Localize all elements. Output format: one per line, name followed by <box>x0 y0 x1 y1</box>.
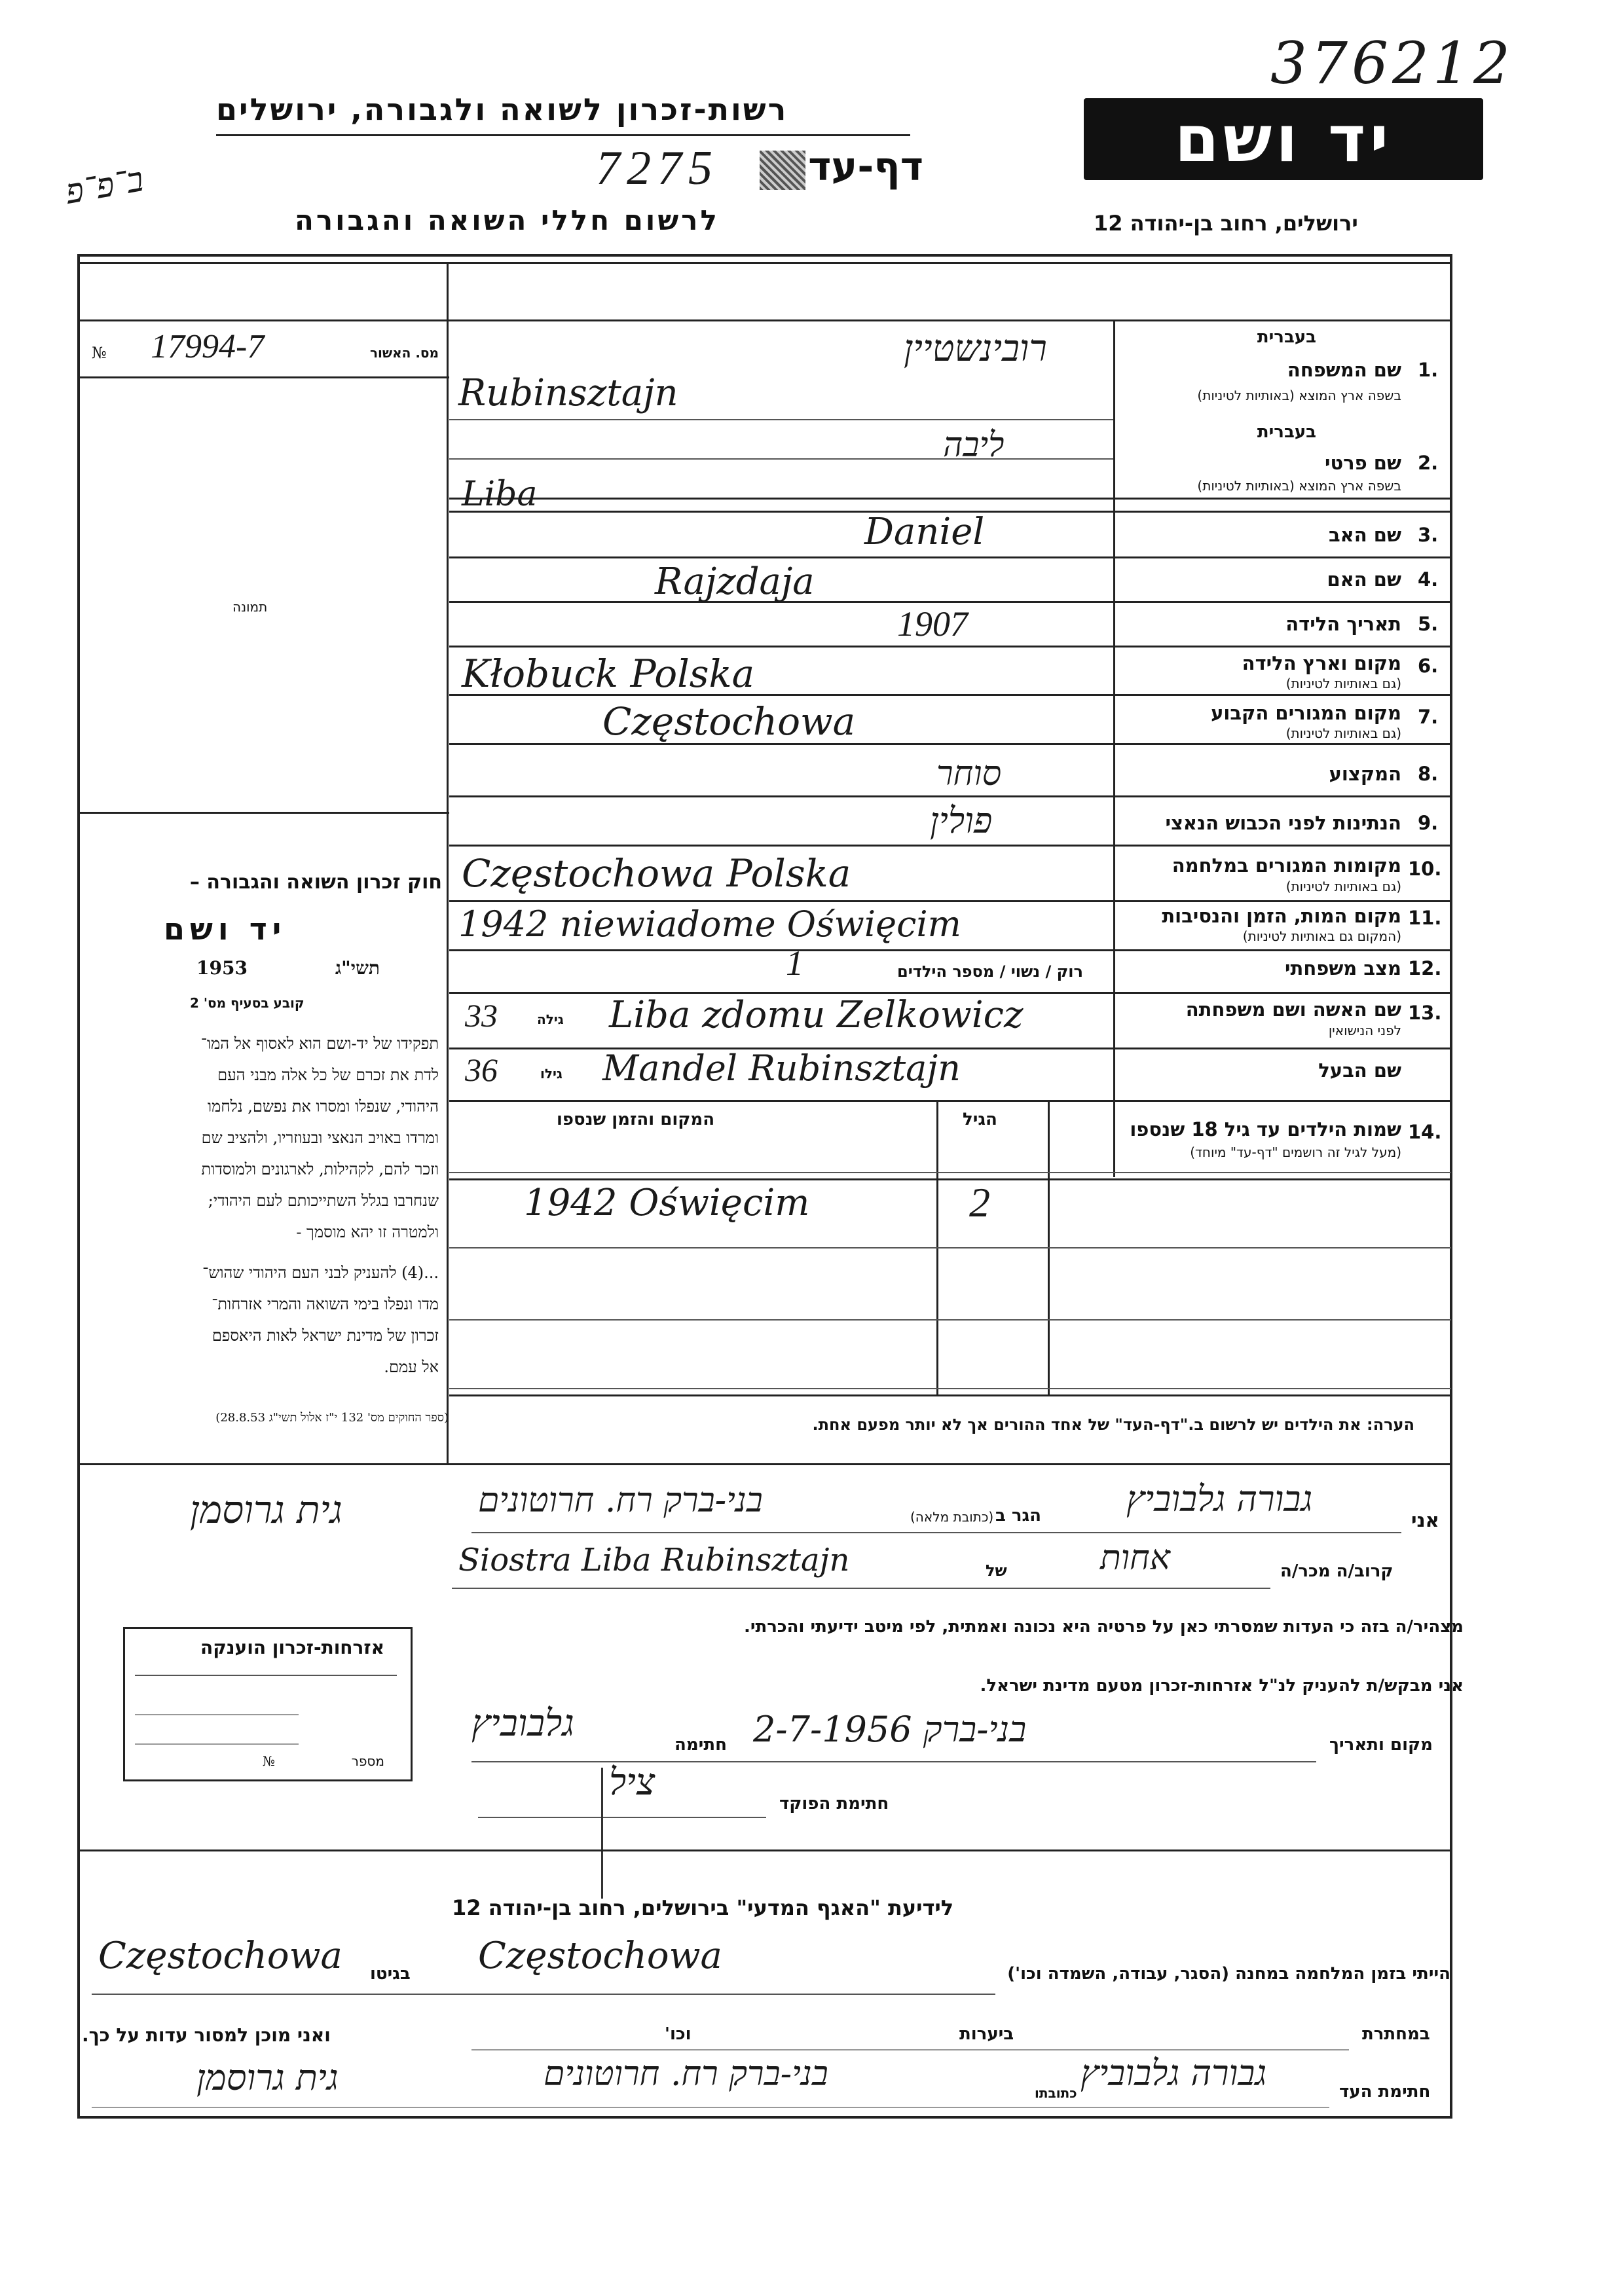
row-line <box>449 601 1451 603</box>
row-line <box>449 795 1451 797</box>
witness-address-hint: (כתובת מלאה) <box>910 1509 994 1525</box>
law-line: לדת את זכרם של כל אלה מבני העם <box>217 1066 439 1084</box>
info-ghetto-value: Częstochowa <box>98 1935 342 1977</box>
officer-stroke <box>601 1768 603 1899</box>
law-line: שנחרבו בגלל השתייכותם לעם היהודי; <box>208 1192 439 1210</box>
info-sig-right: גית גרוסמן <box>196 2057 339 2098</box>
husband-age: 36 <box>465 1051 498 1088</box>
field-10-number: 10. <box>1408 858 1442 880</box>
witness-underline <box>471 1532 1401 1533</box>
field-3-value: Daniel <box>864 511 985 553</box>
approval-row <box>92 328 439 370</box>
field-11-number: 11. <box>1408 907 1442 929</box>
field-13-label: שם האשה ושם משפחתה <box>1185 998 1401 1021</box>
field-7-sub: (גם באותיות לטיניות) <box>1285 725 1401 741</box>
law-year-label: תשי"ג <box>335 957 380 979</box>
doc-number-box <box>544 141 923 196</box>
law-year: 1953 <box>196 957 248 979</box>
law-title: חוק זכרון השואה והגבורה – <box>189 871 442 894</box>
husband-age-label: גילו <box>540 1066 563 1082</box>
field-1-number: 1. <box>1418 359 1439 381</box>
field-2-number: 2. <box>1418 452 1439 474</box>
row-line <box>449 1178 1451 1180</box>
info-ghetto-label: בגיטו <box>370 1964 411 1984</box>
field-6-number: 6. <box>1418 655 1439 677</box>
org-line: רשות-זכרון לשואה ולגבורה, ירושלים <box>216 92 788 127</box>
field-1-value: Rubinsztajn <box>458 372 678 414</box>
approval-row-line <box>77 376 449 378</box>
field-14-number: 14. <box>1408 1121 1442 1143</box>
field-13-sub: לפני הנישואין <box>1328 1023 1401 1038</box>
field-14-label: שמות הילדים עד גיל 18 שנספו <box>1130 1118 1401 1140</box>
approval-no-sign: № <box>92 344 107 362</box>
signature-label: חתימה <box>674 1735 727 1755</box>
address-line: ירושלים, רחוב בן-יהודה 12 <box>1094 211 1358 236</box>
children-row-line <box>449 1172 1451 1173</box>
row-line <box>449 458 1113 460</box>
law-clause-4: ...(4) להעניק לבני העם היהודי שהוש־ <box>202 1264 439 1282</box>
witness-relation-label: קרוב/ה מכר/ה <box>1280 1561 1393 1581</box>
field-3-number: 3. <box>1418 524 1439 546</box>
row-line <box>449 949 1451 951</box>
witness-signature: גלבוביץ <box>471 1702 574 1745</box>
approval-value: 17994-7 <box>151 328 265 365</box>
field-7-value: Częstochowa <box>602 699 856 744</box>
row-line <box>449 556 1451 558</box>
field-4-value: Rajzdaja <box>655 560 815 603</box>
info-title: לידיעת "האגף המדעי" בירושלים, רחוב בן-יהודה 12 <box>452 1895 954 1920</box>
field-12-number: 12. <box>1408 957 1442 979</box>
witness-request: אני מבקש/ת להעניק לנ"ל אזרחות-זכרון מטעם מדינת ישראל. <box>980 1676 1464 1696</box>
citizenship-line <box>135 1714 299 1715</box>
field-1-sub: בשפה ארץ המוצא (באותיות לטיניות) <box>1197 388 1401 403</box>
children-col-age: הגיל <box>963 1110 997 1129</box>
scribble-mark: ב־פ־פ <box>62 161 147 211</box>
children-row-line <box>449 1388 1451 1389</box>
left-column-divider <box>447 262 449 1463</box>
info-etc: וכו' <box>665 2024 692 2044</box>
field-5-value: 1907 <box>897 604 968 644</box>
field-4-label: שם האם <box>1327 568 1401 591</box>
witness-name: גבורה גלבוביץ <box>1126 1478 1313 1520</box>
info-sig-underline <box>92 2107 1329 2108</box>
info-hiding: במחתרת <box>1362 2024 1430 2044</box>
witness-declaration: מצהיר/ה בזה כי העדות שמסרתי כאן על פרטיה היא נכונה ואמתית, לפי מיטב ידיעתי והכרתי. <box>743 1617 1464 1637</box>
officer-underline <box>478 1817 766 1818</box>
field-6-value: Kłobuck Polska <box>462 651 755 696</box>
frame-row-2 <box>77 319 1452 321</box>
row-line <box>449 743 1451 745</box>
law-clause-4: מדו ונפלו בימי השואה והמרי אזרחות־ <box>212 1295 439 1313</box>
citizenship-line <box>135 1675 397 1676</box>
field-8-value: סוחר <box>936 754 1002 793</box>
info-line1-value: Częstochowa <box>478 1935 722 1977</box>
children-count: 1 <box>786 943 803 983</box>
law-clause-4: אל עמם. <box>384 1358 439 1376</box>
law-line: ולמטרה זו יהא מוסמך - <box>296 1223 439 1241</box>
row-line <box>449 1100 1451 1102</box>
note-text: הערה: את הילדים יש לרשום ב."דף-העד" של אחד ההורים אך לא יותר מפעם אחת. <box>812 1415 1414 1434</box>
org-underline <box>216 134 910 136</box>
field-2-hebrew-tag: בעברית <box>1257 422 1316 442</box>
info-divider <box>77 1850 1452 1851</box>
doc-title: דף-עד <box>808 144 923 190</box>
witness-i-label: אני <box>1411 1509 1439 1531</box>
field-6-sub: (גם באותיות לטיניות) <box>1285 676 1401 691</box>
field-12-label: מצב משפחתי <box>1284 957 1401 979</box>
field-1-hebrew-tag: בעברית <box>1257 327 1316 347</box>
citizenship-title: אזרחות-זכרון הוענקה <box>200 1637 384 1658</box>
field-9-label: הנתינות לפני הכבוש הנאצי <box>1165 812 1401 834</box>
field-1-hebrew-value: רובינשטיין <box>904 327 1047 370</box>
doc-number-stamp <box>760 151 805 190</box>
info-line1-label: הייתי בזמן המלחמה במחנה (הסגר, עבודה, השמדה וכו') <box>1007 1964 1450 1984</box>
field-5-label: תאריך הלידה <box>1285 613 1401 635</box>
row-line <box>449 419 1113 420</box>
witness-relation-latin: Siostra Liba Rubinsztajn <box>458 1542 850 1578</box>
approval-label: מס. האשור <box>370 345 439 361</box>
children-row-line <box>449 1319 1451 1321</box>
frame-inner-top <box>77 262 1452 264</box>
citizenship-box <box>123 1627 413 1781</box>
spouse-age: 33 <box>465 997 498 1034</box>
children-col-place: המקום והזמן שנספו <box>557 1110 715 1129</box>
relation-underline <box>452 1588 1270 1589</box>
field-9-number: 9. <box>1418 812 1439 834</box>
field-11-label: מקום המות, הזמן והנסיבות <box>1162 905 1401 927</box>
field-5-number: 5. <box>1418 613 1439 635</box>
marital-options: רוק / נשוי / מספר הילדים <box>897 962 1083 981</box>
field-2-label: שם פרטי <box>1324 452 1401 474</box>
logo <box>1084 98 1483 180</box>
info-line1-underline <box>92 1994 995 1995</box>
note-bottom-line <box>77 1463 1452 1465</box>
children-row-line <box>449 1247 1451 1248</box>
law-line: היהודי, שנפלו ומסרו את נפשם, נלחמו <box>208 1097 439 1116</box>
law-line: וזכר להם, לקהילות, לארגונים ולמוסדות <box>201 1160 439 1178</box>
place-date-label: מקום ותאריך <box>1329 1735 1433 1755</box>
info-line2-underline <box>471 2049 1349 2050</box>
field-1-label: שם המשפחה <box>1287 359 1401 381</box>
field-14-sub: (מעל לגיל זה רושמים "דף-עד" מיוחד) <box>1190 1144 1401 1160</box>
field-13-number: 13. <box>1408 1002 1442 1024</box>
witness-signature-right: גית גרוסמן <box>190 1487 342 1532</box>
row-line <box>449 646 1451 647</box>
field-3-label: שם האב <box>1328 524 1401 546</box>
field-11-value: 1942 niewiadome Oświęcim <box>458 903 961 945</box>
field-7-number: 7. <box>1418 706 1439 728</box>
info-addr-label: כתובתו <box>1035 2085 1077 2101</box>
witness-relation: אחות <box>1100 1539 1170 1578</box>
field-10-sub: (גם באותיות לטיניות) <box>1285 879 1401 894</box>
husband-name: Mandel Rubinsztajn <box>602 1048 961 1089</box>
note-top-line <box>449 1394 1451 1396</box>
subtitle: לרשום חללי השואה והגבורה <box>295 204 720 236</box>
law-clause: קובע בסעיף מס' 2 <box>190 995 304 1011</box>
field-11-sub: (המקום גם באותיות לטיניות) <box>1242 928 1401 944</box>
field-2-value: Liba <box>462 475 538 514</box>
photo-label: תמונה <box>232 599 268 615</box>
info-sig-value: גבורה גלבוביץ <box>1080 2052 1267 2094</box>
field-6-label: מקום וארץ הלידה <box>1242 652 1401 674</box>
field-10-value: Częstochowa Polska <box>462 851 851 896</box>
officer-signature: ציל <box>609 1761 655 1804</box>
husband-label: שם הבעל <box>1318 1059 1401 1082</box>
info-addr-value: בני-ברק רח. חרוטונים <box>544 2054 828 2094</box>
children-row-place: 1942 Oświęcim <box>524 1182 810 1224</box>
spouse-age-label: גילה <box>537 1011 564 1027</box>
photo-bottom-line <box>77 812 449 814</box>
field-9-value: פולין <box>930 800 993 841</box>
citizenship-number-label: מספר <box>351 1753 384 1769</box>
field-8-label: המקצוע <box>1329 763 1401 785</box>
place-date-underline <box>471 1761 1316 1762</box>
place-date-value: בני-ברק 2-7-1956 <box>753 1709 1027 1750</box>
officer-label: חתימת הפוקד <box>779 1794 889 1813</box>
law-line: תפקידו של יד-ושם הוא לאסוף אל המו־ <box>200 1034 439 1053</box>
serial-number: 376212 <box>1270 29 1514 97</box>
witness-of-label: של <box>986 1561 1007 1580</box>
field-8-number: 8. <box>1418 763 1439 785</box>
field-10-label: מקומות המגורים במלחמה <box>1172 854 1401 877</box>
field-2-sub: בשפה ארץ המוצא (באותיות לטיניות) <box>1197 478 1401 494</box>
law-book-ref: (ספר החוקים מס' 132 י"ז אלול תשי"ג 28.8.53) <box>215 1411 449 1425</box>
citizenship-line <box>135 1743 299 1745</box>
law-clause-4: זכרון של מדינת ישראל לאות היאספם <box>212 1326 439 1345</box>
law-line: ומרדו באויב הנאצי ובעוזריו, ולהציב שם <box>201 1129 439 1147</box>
doc-number: 7275 <box>596 141 719 195</box>
field-4-number: 4. <box>1418 568 1439 591</box>
law-body <box>82 1028 439 1383</box>
witness-resides-label: הגר ב <box>995 1506 1042 1525</box>
field-2-hebrew-value: ליבה <box>943 426 1005 465</box>
witness-address: בני-ברק רח. חרוטונים <box>478 1481 763 1520</box>
children-row-age: 2 <box>969 1179 990 1226</box>
logo-text: יד ושם <box>1174 102 1393 177</box>
citizenship-no-sign: № <box>263 1753 275 1769</box>
spouse-name: Liba zdomu Zelkowicz <box>609 994 1024 1036</box>
info-sig-label: חתימת העד <box>1339 2082 1431 2102</box>
row-line <box>449 900 1451 902</box>
info-forest: ביערות <box>959 2024 1014 2044</box>
field-7-label: מקום המגורים הקבוע <box>1211 702 1401 724</box>
row-line <box>449 845 1451 847</box>
law-name: יד ושם <box>164 911 287 947</box>
info-tail: ואני מוכן למסור עדות על כך. <box>82 2024 331 2046</box>
row-line <box>449 498 1451 500</box>
